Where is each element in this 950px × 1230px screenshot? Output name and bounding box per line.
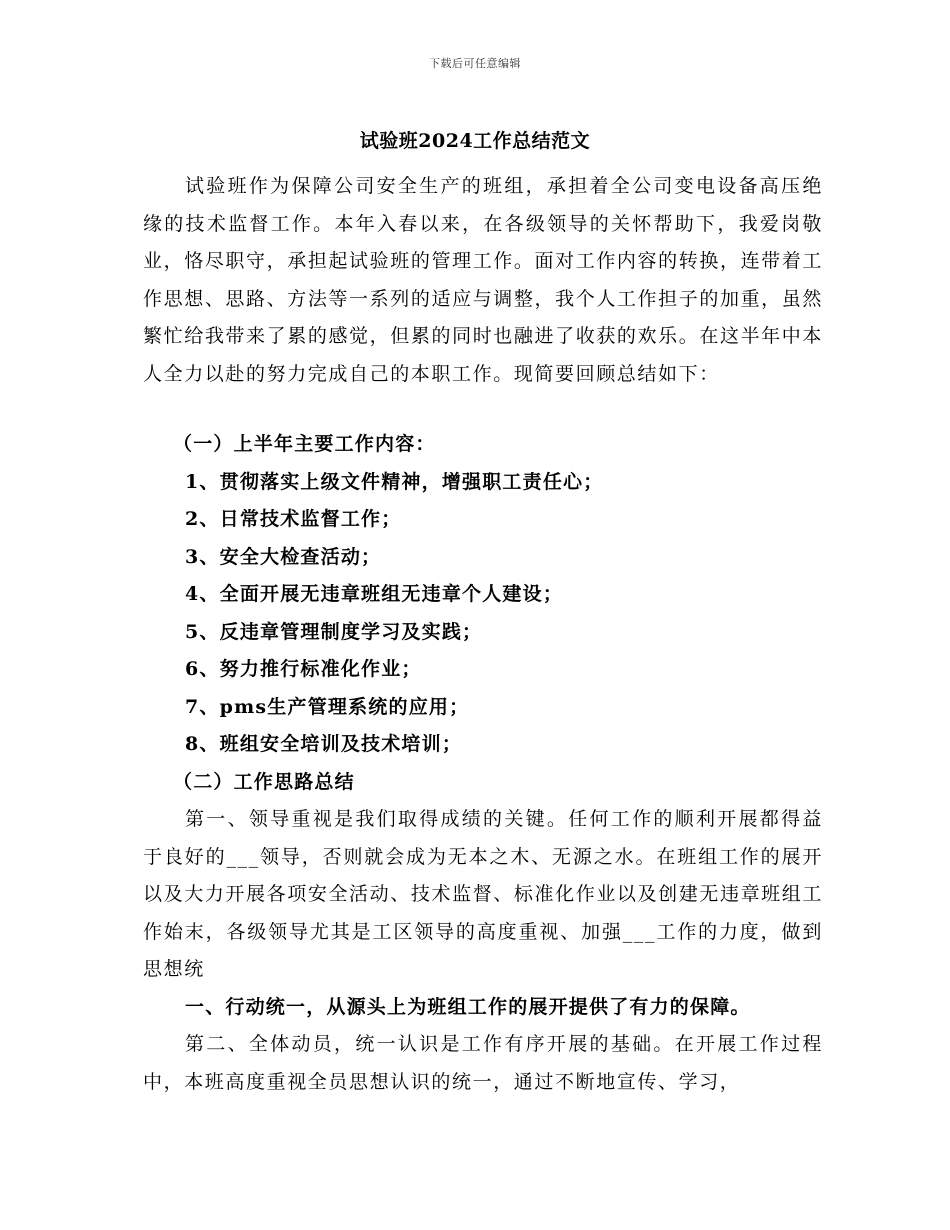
section-heading-2: （二）工作思路总结 (173, 771, 355, 793)
document-title: 试验班2024工作总结范文 (359, 130, 591, 152)
list-item: 4、全面开展无违章班组无违章个人建设； (185, 583, 564, 605)
section-heading-1: （一）上半年主要工作内容： (173, 433, 436, 455)
list-item: 3、安全大检查活动； (185, 546, 382, 568)
list-item: 8、班组安全培训及技术培训； (185, 733, 463, 755)
paragraph-first-point: 第一、领导重视是我们取得成绩的关键。任何工作的顺利开展都得益于良好的___领导，否则就会成为无本之木、无源之水。在班组工作的展开以及大力开展各项安全活动、技术监督、标准化作业以及创建无违章班组工作始末，各级领导尤其是工区领导的高度重视、加强___工作的力度，做到思想统 (143, 808, 823, 980)
intro-paragraph: 试验班作为保障公司安全生产的班组，承担着全公司变电设备高压绝缘的技术监督工作。本年入春以来，在各级领导的关怀帮助下，我爱岗敬业，恪尽职守，承担起试验班的管理工作。面对工作内容的转换，连带着工作思想、思路、方法等一系列的适应与调整，我个人工作担子的加重，虽然繁忙给我带来了累的感觉，但累的同时也融进了收获的欢乐。在这半年中本人全力以赴的努力完成自己的本职工作。现简要回顾总结如下： (143, 175, 823, 385)
list-item: 7、pms生产管理系统的应用； (185, 696, 470, 718)
bold-statement: 一、行动统一，从源头上为班组工作的展开提供了有力的保障。 (185, 996, 751, 1018)
header-note: 下载后可任意编辑 (429, 57, 521, 70)
paragraph-second-point: 第二、全体动员，统一认识是工作有序开展的基础。在开展工作过程中，本班高度重视全员思想认识的统一，通过不断地宣传、学习， (143, 1033, 823, 1093)
list-item: 2、日常技术监督工作； (185, 508, 402, 530)
list-item: 5、反违章管理制度学习及实践； (185, 621, 483, 643)
list-item: 6、努力推行标准化作业； (185, 658, 422, 680)
list-item: 1、贯彻落实上级文件精神，增强职工责任心； (185, 471, 604, 493)
